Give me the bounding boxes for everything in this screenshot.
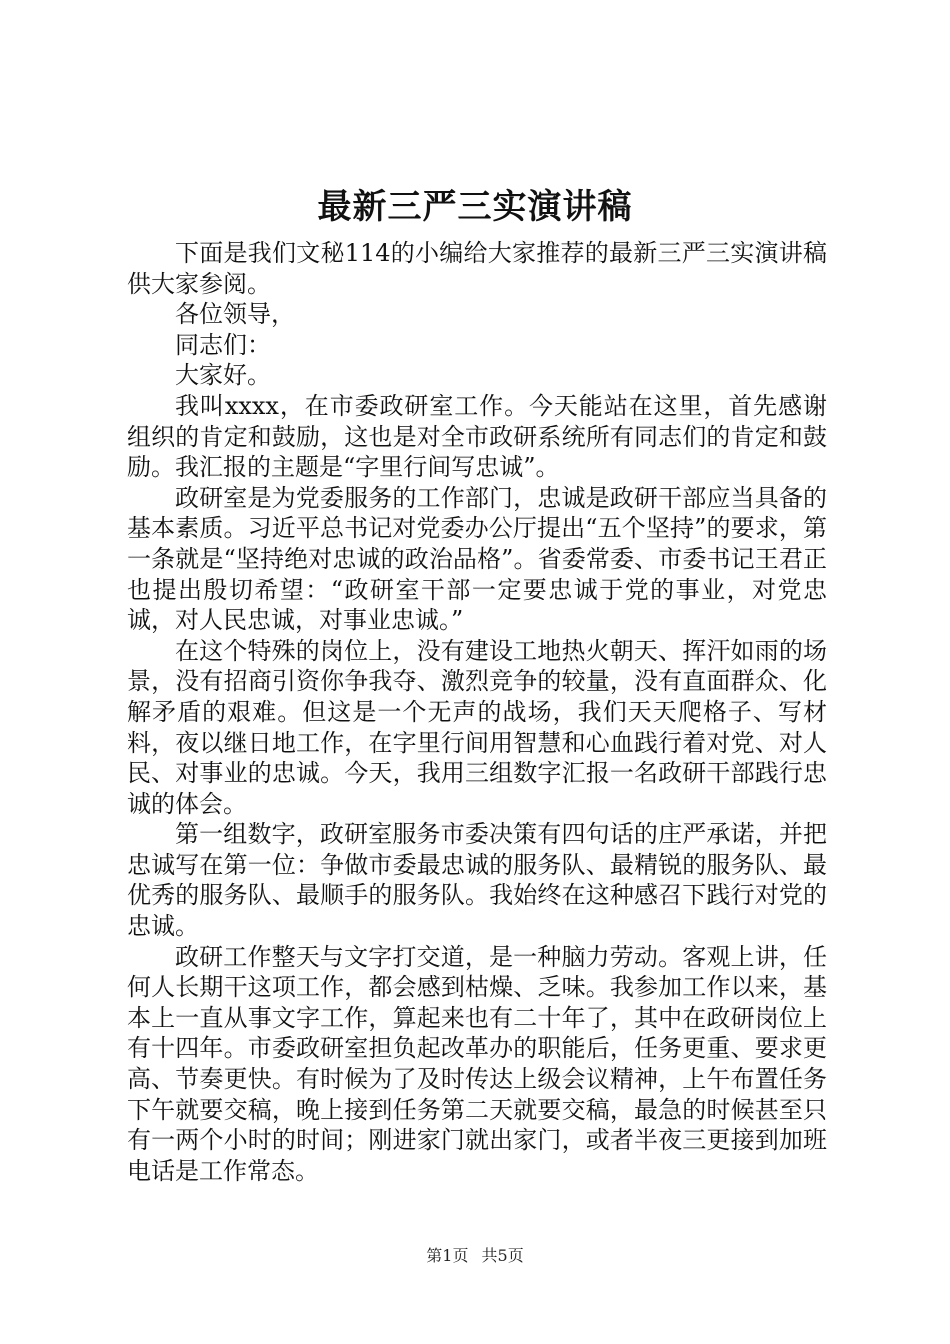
page-footer [0, 1246, 950, 1266]
paragraph-first-group: 第一组数字，政研室服务市委决策有四句话的庄严承诺，并把忠诚写在第一位：争做市委最忠诚的服务队、最精锐的服务队、最优秀的服务队、最顺手的服务队。我始终在这种感召下践行对党的忠诚。 [127, 820, 827, 941]
paragraph-writing-work: 政研工作整天与文字打交道，是一种脑力劳动。客观上讲，任何人长期干这项工作，都会感到枯燥、乏味。我参加工作以来，基本上一直从事文字工作，算起来也有二十年了，其中在政研岗位上有十四年。市委政研室担负起改革办的职能后，任务更重、要求更高、节奏更快。有时候为了及时传达上级会议精神，上午布置任务下午就要交稿，晚上接到任务第二天就要交稿，最急的时候甚至只有一两个小时的时间；刚进家门就出家门，或者半夜三更接到加班电话是工作常态。 [127, 942, 827, 1185]
document-title: 最新三严三实演讲稿 [317, 187, 633, 227]
document-body [127, 238, 827, 1186]
page-total: 共5页 [481, 1246, 524, 1265]
page-number: 第1页 [426, 1246, 469, 1265]
paragraph-self-introduction: 我叫xxxx，在市委政研室工作。今天能站在这里，首先感谢组织的肯定和鼓励，这也是对全市政研系统所有同志们的肯定和鼓励。我汇报的主题是“字里行间写忠诚”。 [127, 391, 827, 482]
paragraph-intro: 下面是我们文秘114的小编给大家推荐的最新三严三实演讲稿供大家参阅。 [127, 239, 827, 298]
paragraph-special-post: 在这个特殊的岗位上，没有建设工地热火朝天、挥汗如雨的场景，没有招商引资你争我夺、激烈竞争的较量，没有直面群众、化解矛盾的艰难。但这是一个无声的战场，我们天天爬格子、写材料，夜以继日地工作，在字里行间用智慧和心血践行着对党、对人民、对事业的忠诚。今天，我用三组数字汇报一名政研干部践行忠诚的体会。 [127, 636, 827, 818]
paragraph-greeting: 大家好。 [175, 361, 271, 390]
paragraph-salutation-leaders: 各位领导， [175, 300, 295, 329]
paragraph-salutation-comrades: 同志们： [175, 330, 271, 359]
paragraph-loyalty-requirement: 政研室是为党委服务的工作部门，忠诚是政研干部应当具备的基本素质。习近平总书记对党委办公厅提出“五个坚持”的要求，第一条就是“坚持绝对忠诚的政治品格”。省委常委、市委书记王君正也提出殷切希望：“政研室干部一定要忠诚于党的事业，对党忠诚，对人民忠诚，对事业忠诚。” [127, 483, 827, 635]
